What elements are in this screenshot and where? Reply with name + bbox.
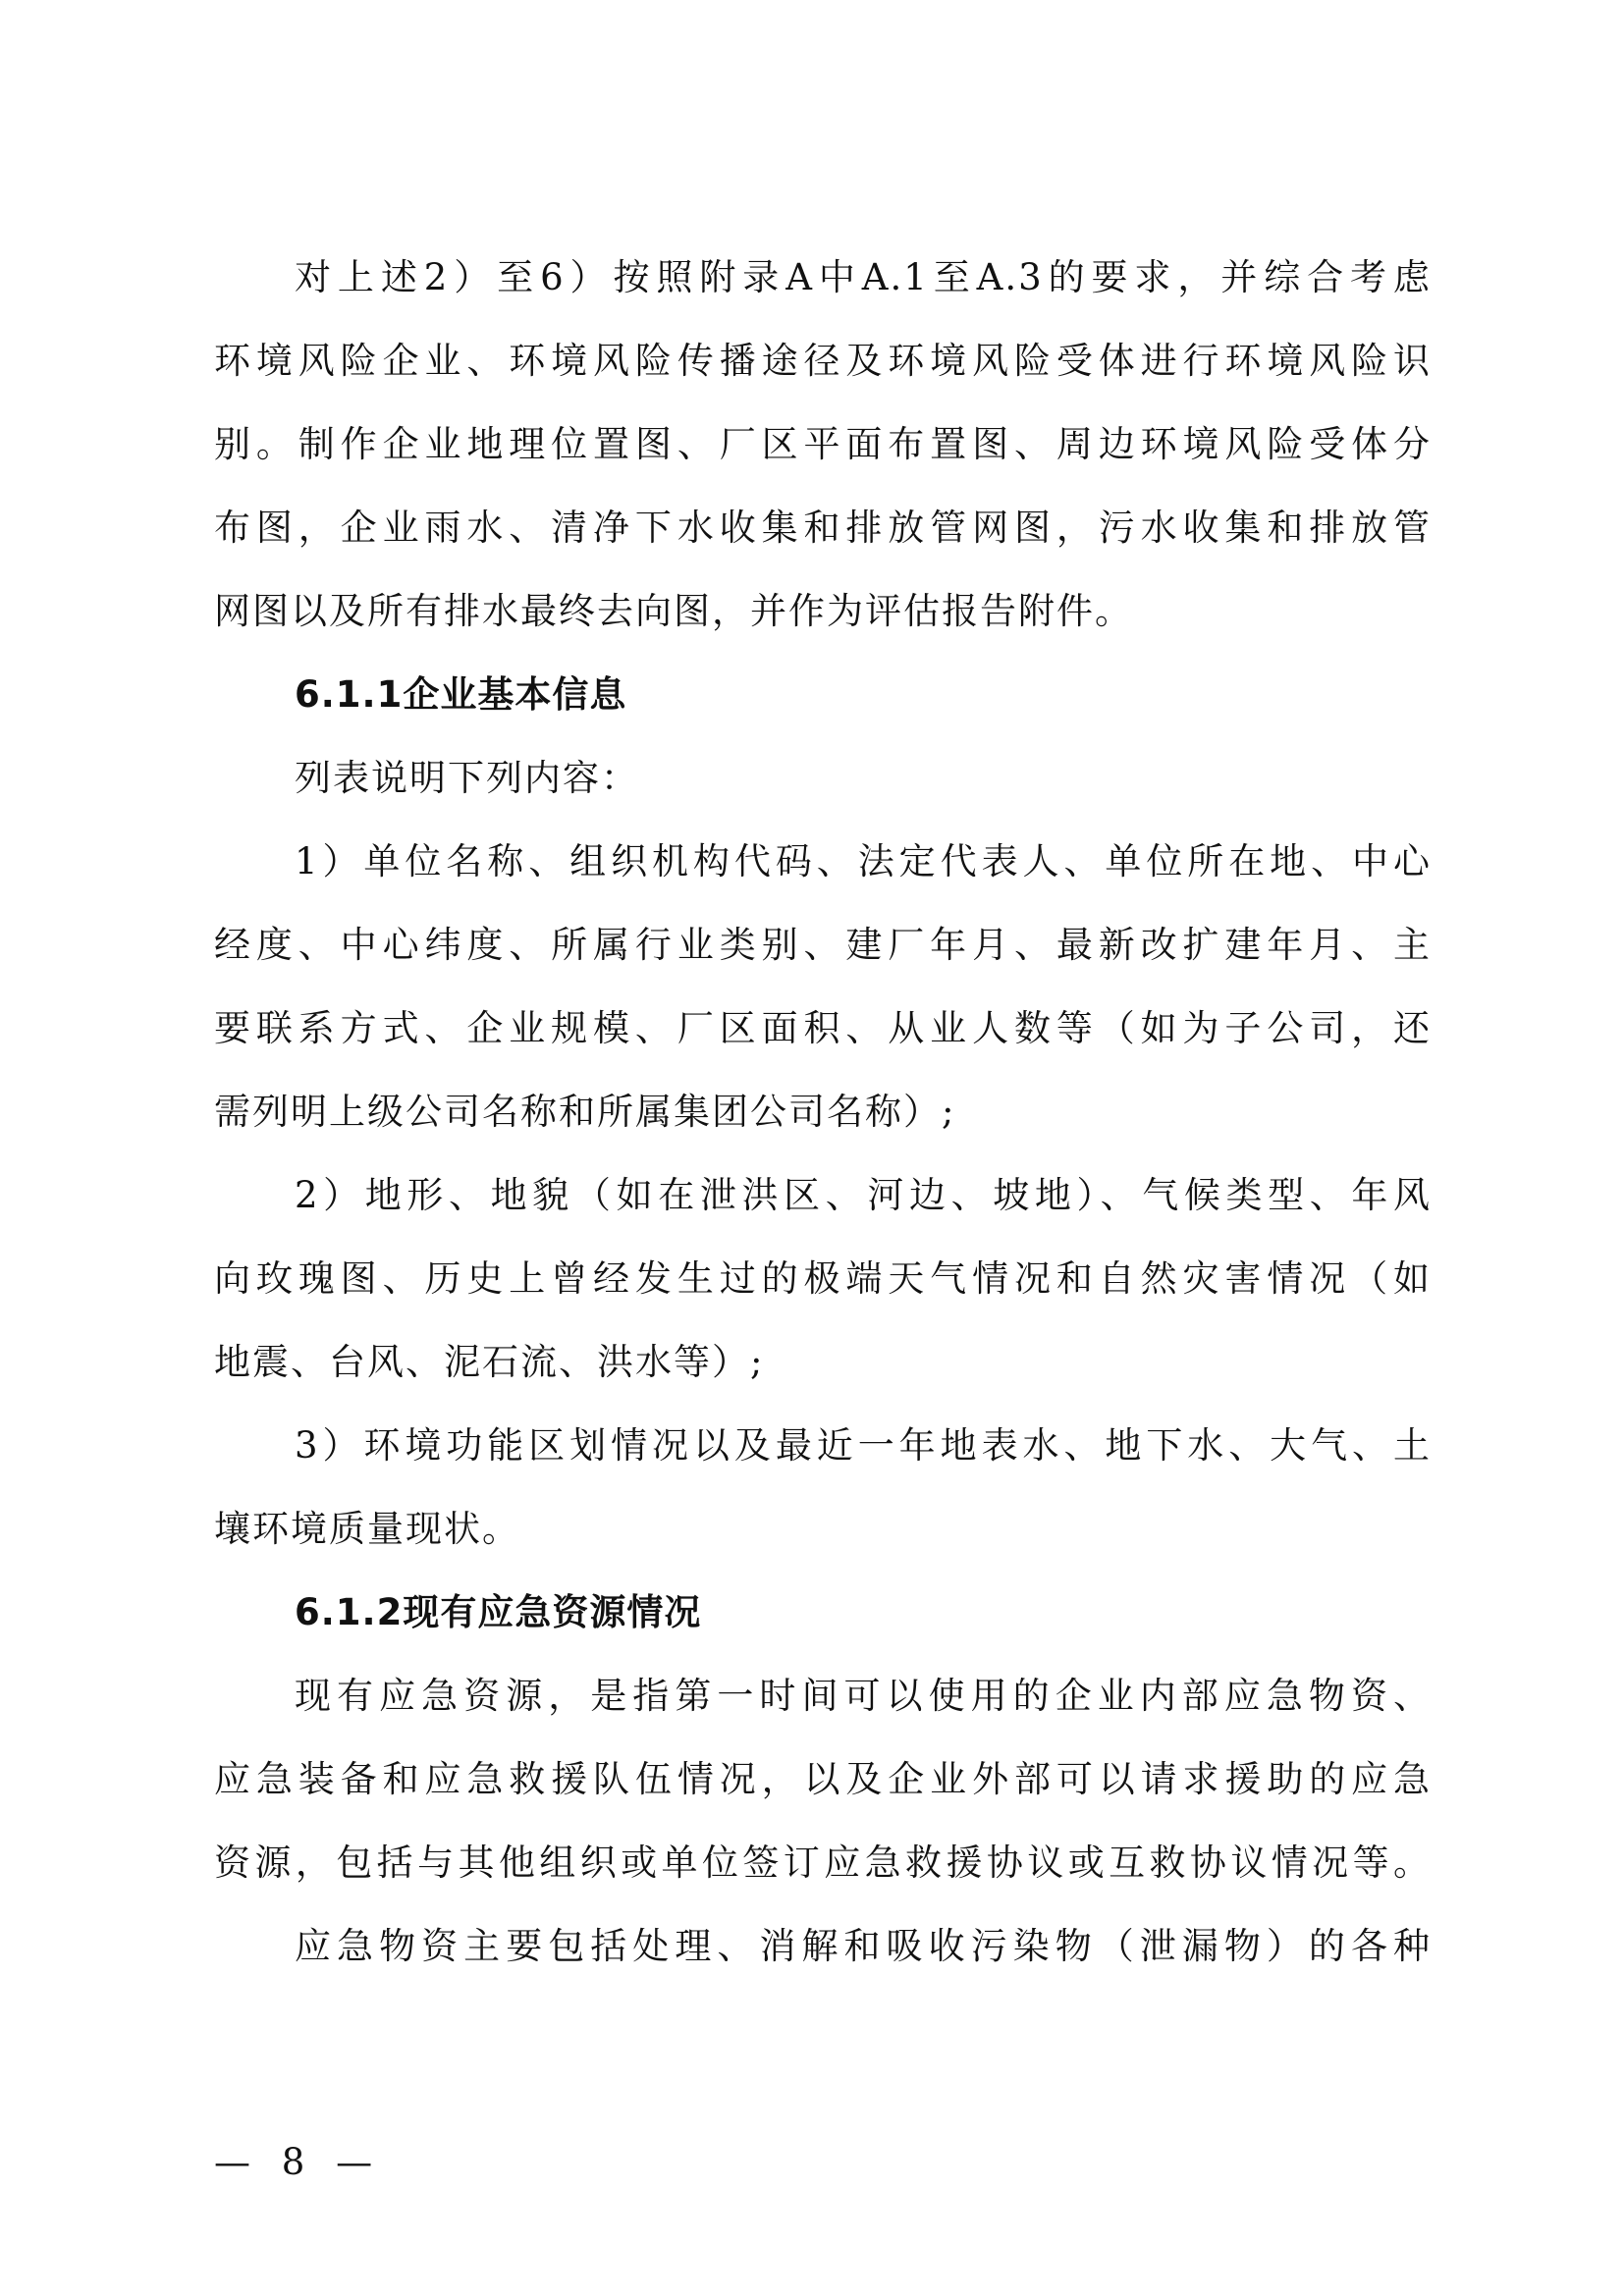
list-item-line: 要联系方式、企业规模、厂区面积、从业人数等（如为子公司，还 [214,1007,1432,1049]
list-item-line: 需列明上级公司名称和所属集团公司名称）; [214,1091,956,1133]
list-item-line: 壤环境质量现状。 [214,1508,520,1550]
list-item-line: 经度、中心纬度、所属行业类别、建厂年月、最新改扩建年月、主 [214,924,1432,966]
paragraph-line: 布图，企业雨水、清净下水收集和排放管网图，污水收集和排放管 [214,507,1432,549]
list-item-line: 2）地形、地貌（如在泄洪区、河边、坡地）、气候类型、年风 [295,1174,1432,1216]
paragraph-line: 网图以及所有排水最终去向图，并作为评估报告附件。 [214,590,1133,632]
page-number: — 8 — [214,2141,383,2183]
paragraph-line: 应急装备和应急救援队伍情况，以及企业外部可以请求援助的应急 [214,1758,1432,1800]
list-item-line: 1）单位名称、组织机构代码、法定代表人、单位所在地、中心 [295,840,1432,882]
paragraph-line: 列表说明下列内容： [295,757,639,799]
list-item-line: 向玫瑰图、历史上曾经发生过的极端天气情况和自然灾害情况（如 [214,1257,1432,1300]
paragraph-line: 资源，包括与其他组织或单位签订应急救援协议或互救协议情况等。 [214,1842,1432,1884]
paragraph-line: 对上述2）至6）按照附录A中A.1至A.3的要求，并综合考虑 [295,256,1432,298]
paragraph-line: 现有应急资源，是指第一时间可以使用的企业内部应急物资、 [295,1675,1432,1717]
section-heading: 6.1.1企业基本信息 [295,673,627,716]
paragraph-line: 应急物资主要包括处理、消解和吸收污染物（泄漏物）的各种 [295,1925,1432,1967]
paragraph-line: 环境风险企业、环境风险传播途径及环境风险受体进行环境风险识 [214,340,1432,382]
paragraph-line: 别。制作企业地理位置图、厂区平面布置图、周边环境风险受体分 [214,423,1432,465]
list-item-line: 地震、台风、泥石流、洪水等）; [214,1341,765,1383]
list-item-line: 3）环境功能区划情况以及最近一年地表水、地下水、大气、土 [295,1424,1432,1467]
section-heading: 6.1.2现有应急资源情况 [295,1591,702,1633]
